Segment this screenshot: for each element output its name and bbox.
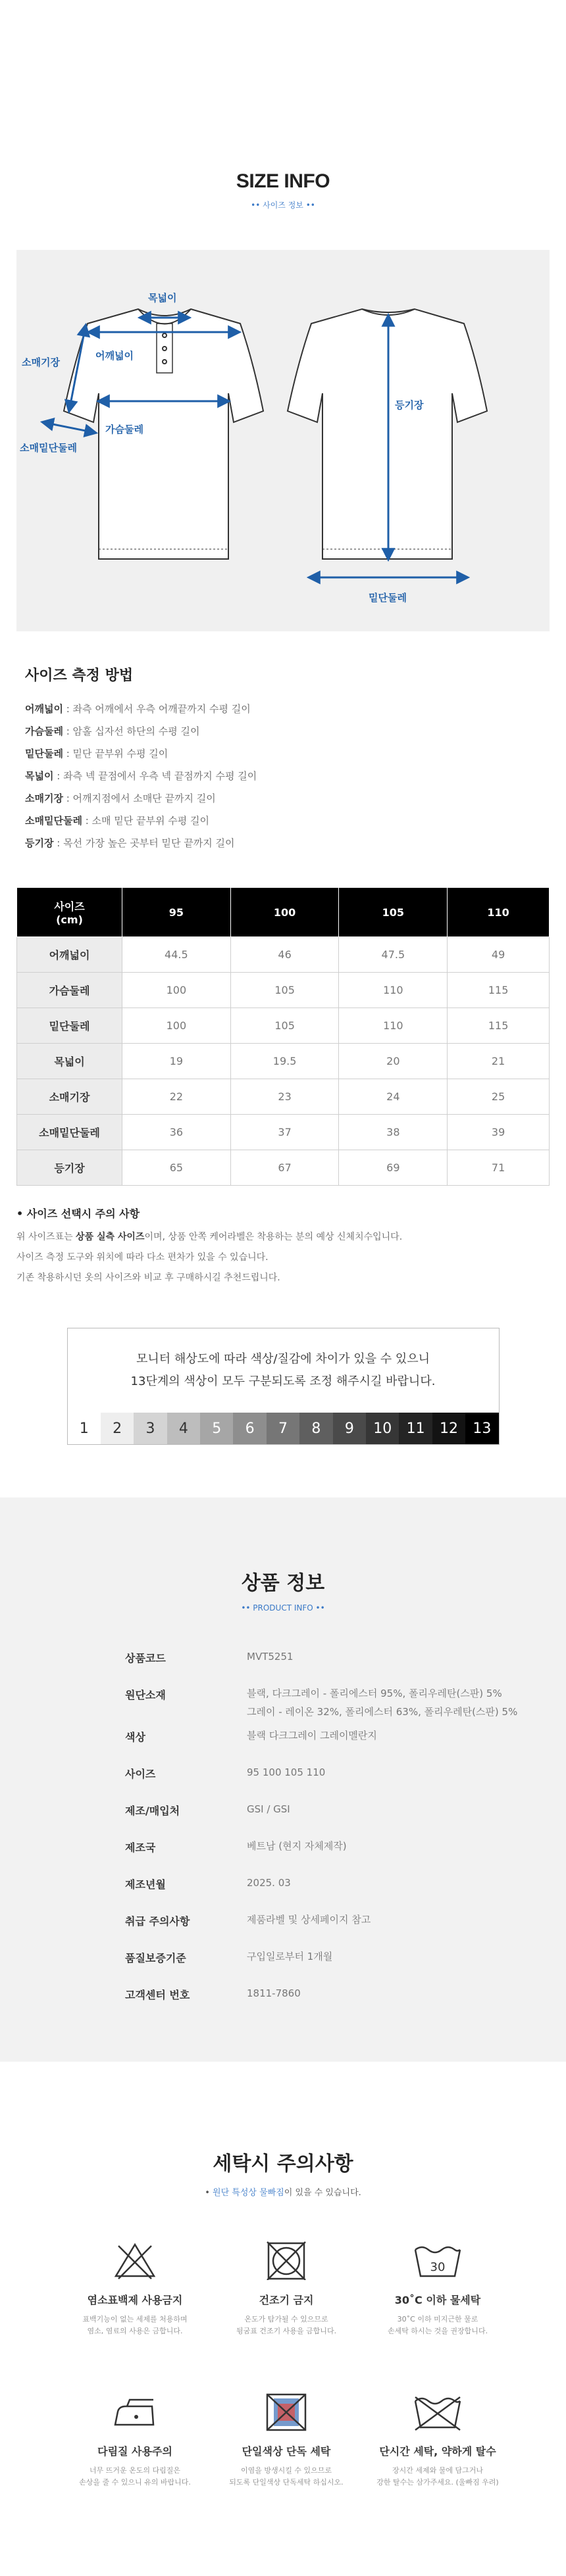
no-dryer-icon (211, 2234, 362, 2280)
product-info-key: 제조년월 (125, 1878, 166, 1891)
table-cell: 71 (448, 1150, 550, 1186)
shirt-illustration (16, 250, 550, 631)
swatch-6: 6 (233, 1413, 266, 1444)
table-cell: 69 (339, 1150, 448, 1186)
row-header: 밑단둘레 (17, 1008, 122, 1044)
product-info-section (0, 1497, 566, 2062)
monitor-line-2: 13단계의 색상이 모두 구분되도록 조정 해주시길 바랍니다. (130, 1374, 436, 1388)
table-row (17, 973, 550, 1008)
table-cell: 67 (230, 1150, 339, 1186)
method-row (25, 742, 541, 765)
product-info-key: 사이즈 (125, 1768, 156, 1780)
method-term: 소매밑단둘레 (25, 815, 82, 827)
measurement-method (0, 631, 566, 854)
wash-item-name: 단시간 세탁, 약하게 탈수 (379, 2445, 496, 2458)
wash-item (59, 2385, 211, 2537)
swatch-10: 10 (366, 1413, 399, 1444)
wash-30-icon (362, 2234, 513, 2280)
swatch-2: 2 (101, 1413, 134, 1444)
size-column-header: 105 (339, 888, 448, 937)
product-info-row (125, 1942, 566, 1979)
size-notes (0, 1186, 566, 1288)
method-term: 밑단둘레 (25, 748, 63, 760)
iron-low-icon (59, 2385, 211, 2431)
table-row (17, 1150, 550, 1186)
product-info-value: 베트남 (현지 자체제작) (247, 1840, 347, 1852)
notes-line-1: 위 사이즈표는 상품 실측 사이즈이며, 상품 안쪽 케어라벨은 착용하는 분의 예상 신체치수입니다. (16, 1232, 403, 1242)
size-info-title: SIZE INFO (236, 170, 330, 192)
wash-item (59, 2234, 211, 2385)
table-cell: 19.5 (230, 1044, 339, 1079)
product-info-key: 색상 (125, 1731, 145, 1743)
method-title: 사이즈 측정 방법 (25, 668, 134, 684)
size-table (16, 887, 550, 1186)
size-column-header: 100 (230, 888, 339, 937)
row-header: 소매기장 (17, 1079, 122, 1115)
method-row (25, 832, 541, 854)
table-cell: 47.5 (339, 937, 448, 973)
washing-title: 세탁시 주의사항 (213, 2152, 353, 2175)
wash-item (362, 2385, 513, 2537)
neck-label: 목넓이 (148, 292, 177, 304)
method-row (25, 765, 541, 787)
notes-line-3: 기존 착용하시던 옷의 사이즈와 비교 후 구매하시길 추천드립니다. (16, 1273, 280, 1283)
table-cell: 110 (339, 1008, 448, 1044)
sleeve-hem-label: 소매밑단둘레 (20, 442, 77, 454)
no-soak-icon (362, 2385, 513, 2431)
table-cell: 100 (122, 973, 231, 1008)
wash-item-desc: 온도가 탐가될 수 있으므로 뒹굼표 건조기 사용을 금합니다. (236, 2315, 337, 2335)
product-info-key: 품질보증기준 (125, 1952, 186, 1964)
swatch-4: 4 (167, 1413, 200, 1444)
sleeve-length-label: 소매기장 (22, 356, 60, 368)
wash-item-name: 30˚C 이하 물세탁 (394, 2294, 481, 2306)
wash-item (211, 2234, 362, 2385)
method-row (25, 720, 541, 742)
row-header: 어깨넓이 (17, 937, 122, 973)
measurement-diagram (16, 250, 550, 631)
table-cell: 115 (448, 1008, 550, 1044)
table-cell: 65 (122, 1150, 231, 1186)
size-info-subtitle: •• 사이즈 정보 •• (251, 201, 315, 210)
method-desc: : 좌측 어깨에서 우측 어깨끝까지 수평 길이 (63, 703, 251, 715)
washing-section (0, 2088, 566, 2576)
method-term: 등기장 (25, 837, 54, 849)
table-cell: 23 (230, 1079, 339, 1115)
length-label: 등기장 (395, 399, 424, 411)
method-row (25, 698, 541, 720)
swatch-5: 5 (200, 1413, 233, 1444)
product-info-key: 상품코드 (125, 1652, 166, 1665)
wash-item-desc: 표백기능이 없는 세제를 처용하며 염소, 염료의 사용은 금합니다. (82, 2315, 188, 2335)
product-info-value: 블랙 다크그레이 그레이멜란지 (247, 1730, 377, 1741)
method-term: 가슴둘레 (25, 725, 63, 737)
swatch-13: 13 (465, 1413, 498, 1444)
wash-item-desc: 이염을 방생시킬 수 있으므로 되도록 단일색상 단독세탁 하십시오. (229, 2466, 344, 2487)
washing-subtitle: • 원단 특성상 물빠짐이 있을 수 있습니다. (205, 2188, 361, 2198)
product-info-row (125, 1758, 566, 1795)
product-info-row (125, 1905, 566, 1942)
svg-text:30: 30 (430, 2260, 446, 2274)
method-desc: : 어깨지점에서 소매단 끝까지 길이 (63, 792, 216, 804)
no-bleach-icon (59, 2234, 211, 2280)
product-info-value: 1811-7860 (247, 1987, 301, 1999)
table-row (17, 1079, 550, 1115)
washing-grid (59, 2234, 513, 2537)
wash-item-desc: 장시간 세제와 물에 담그거나 강한 탈수는 삼가주세요. (울빠짐 우려) (376, 2466, 499, 2487)
product-info-row (125, 1679, 566, 1721)
table-row (17, 937, 550, 973)
wash-separately-icon (211, 2385, 362, 2431)
hem-label: 밑단둘레 (369, 592, 407, 604)
table-cell: 25 (448, 1079, 550, 1115)
method-row (25, 787, 541, 810)
product-info-subtitle: •• PRODUCT INFO •• (241, 1603, 325, 1613)
chest-label: 가슴둘레 (105, 424, 143, 435)
swatch-11: 11 (399, 1413, 432, 1444)
row-header: 소매밑단둘레 (17, 1115, 122, 1150)
method-term: 소매기장 (25, 792, 63, 804)
table-cell: 21 (448, 1044, 550, 1079)
swatch-12: 12 (432, 1413, 465, 1444)
row-header: 목넓이 (17, 1044, 122, 1079)
table-row (17, 1044, 550, 1079)
table-cell: 110 (339, 973, 448, 1008)
product-info-key: 취급 주의사항 (125, 1915, 190, 1928)
grayscale-swatches (68, 1413, 499, 1444)
product-info-key: 제조국 (125, 1841, 156, 1854)
product-info-key: 원단소재 (125, 1689, 166, 1701)
front-shirt (64, 309, 263, 559)
wash-item-name: 건조기 금지 (259, 2294, 314, 2306)
table-cell: 105 (230, 973, 339, 1008)
method-desc: : 목선 가장 높은 곳부터 밑단 끝까지 길이 (53, 837, 235, 849)
row-header: 등기장 (17, 1150, 122, 1186)
product-info-value: 95 100 105 110 (247, 1766, 326, 1778)
swatch-1: 1 (68, 1413, 101, 1444)
product-info-value: 제품라벨 및 상세페이지 참고 (247, 1914, 371, 1926)
size-table-header-label: 사이즈 (cm) (17, 888, 122, 937)
product-info-value: 2025. 03 (247, 1877, 291, 1889)
wash-item-desc: 30˚C 이하 미지근한 물로 손세탁 하시는 것을 권장합니다. (387, 2315, 488, 2335)
product-info-row (125, 1721, 566, 1758)
table-cell: 105 (230, 1008, 339, 1044)
product-info-row (125, 1642, 566, 1679)
product-info-key: 제조/매입처 (125, 1805, 180, 1817)
size-column-header: 110 (448, 888, 550, 937)
monitor-calibration-box (67, 1328, 500, 1445)
method-desc: : 밑단 끝부위 수평 길이 (63, 748, 168, 760)
method-row (25, 810, 541, 832)
wash-item (211, 2385, 362, 2537)
table-row (17, 1115, 550, 1150)
table-cell: 115 (448, 973, 550, 1008)
size-column-header: 95 (122, 888, 231, 937)
wash-item-name: 염소표백제 사용금지 (87, 2294, 183, 2306)
method-desc: : 좌측 넥 끝점에서 우측 넥 끝점까지 수평 길이 (53, 770, 257, 782)
product-info-row (125, 1868, 566, 1905)
method-term: 목넓이 (25, 770, 54, 782)
swatch-9: 9 (333, 1413, 366, 1444)
size-info-header (0, 0, 566, 250)
table-cell: 44.5 (122, 937, 231, 973)
table-cell: 20 (339, 1044, 448, 1079)
product-info-value: 구입일로부터 1개월 (247, 1951, 333, 1962)
product-info-list (125, 1642, 566, 2016)
table-cell: 22 (122, 1079, 231, 1115)
product-info-value: MVT5251 (247, 1651, 294, 1663)
table-cell: 46 (230, 937, 339, 973)
product-info-value: 블랙, 다크그레이 - 폴리에스터 95%, 폴리우레탄(스판) 5% 그레이 - 레이온 32%, 폴리에스터 63%, 폴리우레탄(스판) 5% (247, 1688, 518, 1718)
product-info-value: GSI / GSI (247, 1803, 290, 1815)
table-cell: 38 (339, 1115, 448, 1150)
product-info-row (125, 1832, 566, 1868)
product-info-key: 고객센터 번호 (125, 1989, 190, 2001)
wash-item (362, 2234, 513, 2385)
product-info-row (125, 1795, 566, 1832)
method-desc: : 소매 밑단 끝부위 수평 길이 (82, 815, 210, 827)
table-cell: 24 (339, 1079, 448, 1115)
table-cell: 36 (122, 1115, 231, 1150)
notes-line-2: 사이즈 측정 도구와 위치에 따라 다소 편차가 있을 수 있습니다. (16, 1252, 269, 1263)
swatch-3: 3 (134, 1413, 167, 1444)
swatch-7: 7 (267, 1413, 299, 1444)
wash-item-name: 단일색상 단독 세탁 (242, 2445, 331, 2458)
table-cell: 100 (122, 1008, 231, 1044)
notes-title: • 사이즈 선택시 주의 사항 (16, 1207, 140, 1220)
table-cell: 37 (230, 1115, 339, 1150)
row-header: 가슴둘레 (17, 973, 122, 1008)
monitor-text (68, 1328, 499, 1413)
product-info-title: 상품 정보 (241, 1572, 325, 1595)
wash-item-desc: 너무 뜨거운 온도의 다림질은 손상을 줄 수 있으니 유의 바랍니다. (79, 2466, 191, 2487)
table-row (17, 1008, 550, 1044)
table-cell: 39 (448, 1115, 550, 1150)
swatch-8: 8 (299, 1413, 332, 1444)
table-cell: 19 (122, 1044, 231, 1079)
table-cell: 49 (448, 937, 550, 973)
monitor-line-1: 모니터 해상도에 따라 색상/질감에 차이가 있을 수 있으니 (136, 1352, 430, 1366)
method-term: 어깨넓이 (25, 703, 63, 715)
product-info-row (125, 1979, 566, 2016)
shoulder-label: 어깨넓이 (95, 350, 134, 362)
method-desc: : 암홀 십자선 하단의 수평 길이 (63, 725, 200, 737)
wash-item-name: 다림질 사용주의 (97, 2445, 172, 2458)
